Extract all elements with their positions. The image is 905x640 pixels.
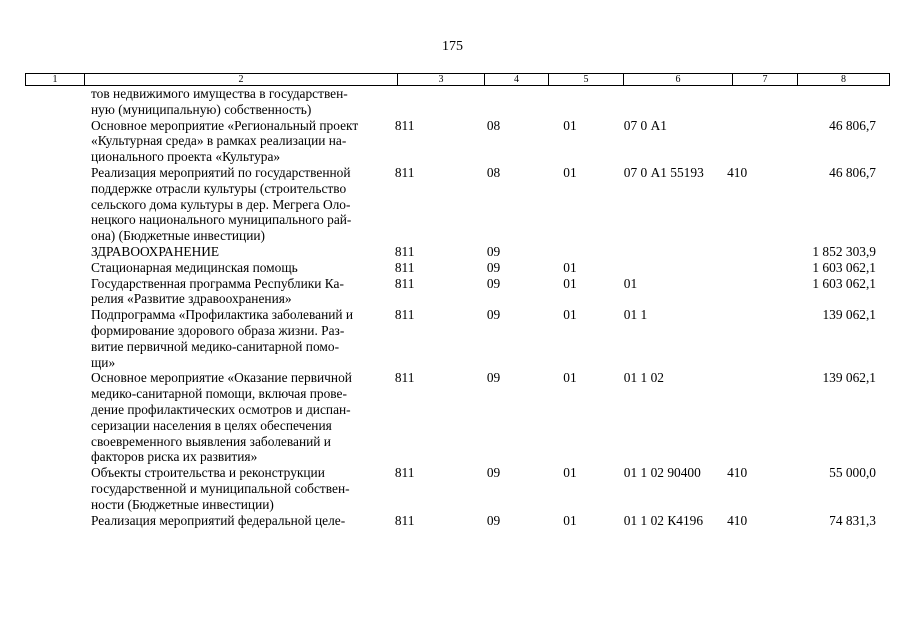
budget-table-body [25,86,881,528]
description-line: Реализация мероприятий федеральной целе- [91,512,346,528]
expense-type-code: 410 [727,164,748,180]
description-line: ционального проекта «Культура» [91,149,281,165]
column-header: 5 [549,74,624,86]
section-code: 09 [486,370,501,386]
subsection-code: 01 [563,117,577,133]
expense-type-code: 410 [727,465,748,481]
description-line: Основное мероприятие «Оказание первичной [91,370,352,386]
row-description [89,513,389,529]
row-description [89,86,389,118]
table-row [25,118,881,165]
ministry-code: 811 [394,275,415,291]
description-line: своевременного выявления заболеваний и [91,433,331,449]
description-line: Основное мероприятие «Региональный проект [91,117,359,133]
subsection-code: 01 [563,259,577,275]
description-line: медико-санитарной помощи, включая прове- [91,386,347,402]
ministry-code: 811 [394,307,415,323]
amount: 1 852 303,9 [812,243,876,259]
description-line: релия «Развитие здравоохранения» [91,291,292,307]
subsection-code: 01 [563,164,577,180]
description-line: сельского дома культуры в дер. Мегрега Оло- [91,196,351,212]
target-article-code: 01 1 [623,307,648,323]
description-line: Стационарная медицинская помощь [91,259,298,275]
row-description [89,244,389,260]
ministry-code: 811 [394,243,415,259]
description-line: ную (муниципальную) собственность) [91,101,312,117]
section-code: 09 [486,259,501,275]
row-description [89,465,389,512]
ministry-code: 811 [394,164,415,180]
page-number: 175 [442,39,463,54]
column-header: 4 [485,74,549,86]
description-line: витие первичной медико-санитарной помо- [91,338,340,354]
column-header-table [25,73,890,86]
column-header: 2 [85,74,398,86]
description-line: ЗДРАВООХРАНЕНИЕ [91,243,220,259]
target-article-code: 01 [623,275,638,291]
section-code: 09 [486,243,501,259]
column-header: 6 [624,74,733,86]
ministry-code: 811 [394,465,415,481]
amount: 1 603 062,1 [812,259,876,275]
description-line: «Культурная среда» в рамках реализации на- [91,133,347,149]
amount: 139 062,1 [822,307,876,323]
ministry-code: 811 [394,117,415,133]
subsection-code: 01 [563,512,577,528]
column-header: 1 [26,74,85,86]
subsection-code: 01 [563,307,577,323]
subsection-code: 01 [563,370,577,386]
description-line: ности (Бюджетные инвестиции) [91,496,274,512]
amount: 55 000,0 [829,465,876,481]
description-line: формирование здорового образа жизни. Раз- [91,322,345,338]
subsection-code: 01 [563,465,577,481]
section-code: 09 [486,465,501,481]
target-article-code: 07 0 А1 [623,117,667,133]
target-article-code: 01 1 02 90400 [623,465,701,481]
column-header: 3 [398,74,485,86]
row-description [89,260,389,276]
description-line: государственной и муниципальной собствен- [91,480,350,496]
description-line: дение профилактических осмотров и диспан- [91,401,351,417]
table-row [25,244,881,260]
row-description [89,276,389,308]
description-line: щи» [91,354,116,370]
row-description [89,118,389,165]
section-code: 09 [486,512,501,528]
description-line: Реализация мероприятий по государственной [91,164,351,180]
table-row [25,465,881,512]
description-line: Подпрограмма «Профилактика заболеваний и [91,307,354,323]
amount: 139 062,1 [822,370,876,386]
table-row [25,307,881,370]
target-article-code: 01 1 02 [623,370,664,386]
column-header: 8 [798,74,890,86]
ministry-code: 811 [394,512,415,528]
section-code: 09 [486,307,501,323]
description-line: серизации населения в целях обеспечения [91,417,332,433]
table-row [25,276,881,308]
expense-type-code: 410 [727,512,748,528]
column-header: 7 [733,74,798,86]
row-description [89,307,389,370]
amount: 1 603 062,1 [812,275,876,291]
description-line: Государственная программа Республики Ка- [91,275,344,291]
table-row [25,260,881,276]
section-code: 08 [486,117,501,133]
description-line: нецкого национального муниципального рай- [91,212,352,228]
target-article-code: 07 0 А1 55193 [623,164,704,180]
ministry-code: 811 [394,370,415,386]
amount: 46 806,7 [829,164,876,180]
table-row [25,513,881,529]
description-line: она) (Бюджетные инвестиции) [91,228,265,244]
description-line: поддержке отрасли культуры (строительство [91,180,347,196]
table-row [25,370,881,465]
description-line: факторов риска их развития» [91,449,258,465]
section-code: 08 [486,164,501,180]
amount: 46 806,7 [829,117,876,133]
row-description [89,165,389,244]
table-row [25,165,881,244]
target-article-code: 01 1 02 К4196 [623,512,704,528]
subsection-code: 01 [563,275,577,291]
description-line: тов недвижимого имущества в государствен- [91,86,348,101]
row-description [89,370,389,465]
description-line: Объекты строительства и реконструкции [91,465,325,481]
ministry-code: 811 [394,259,415,275]
section-code: 09 [486,275,501,291]
amount: 74 831,3 [829,512,876,528]
column-header-row [26,74,890,86]
table-row [25,86,881,118]
